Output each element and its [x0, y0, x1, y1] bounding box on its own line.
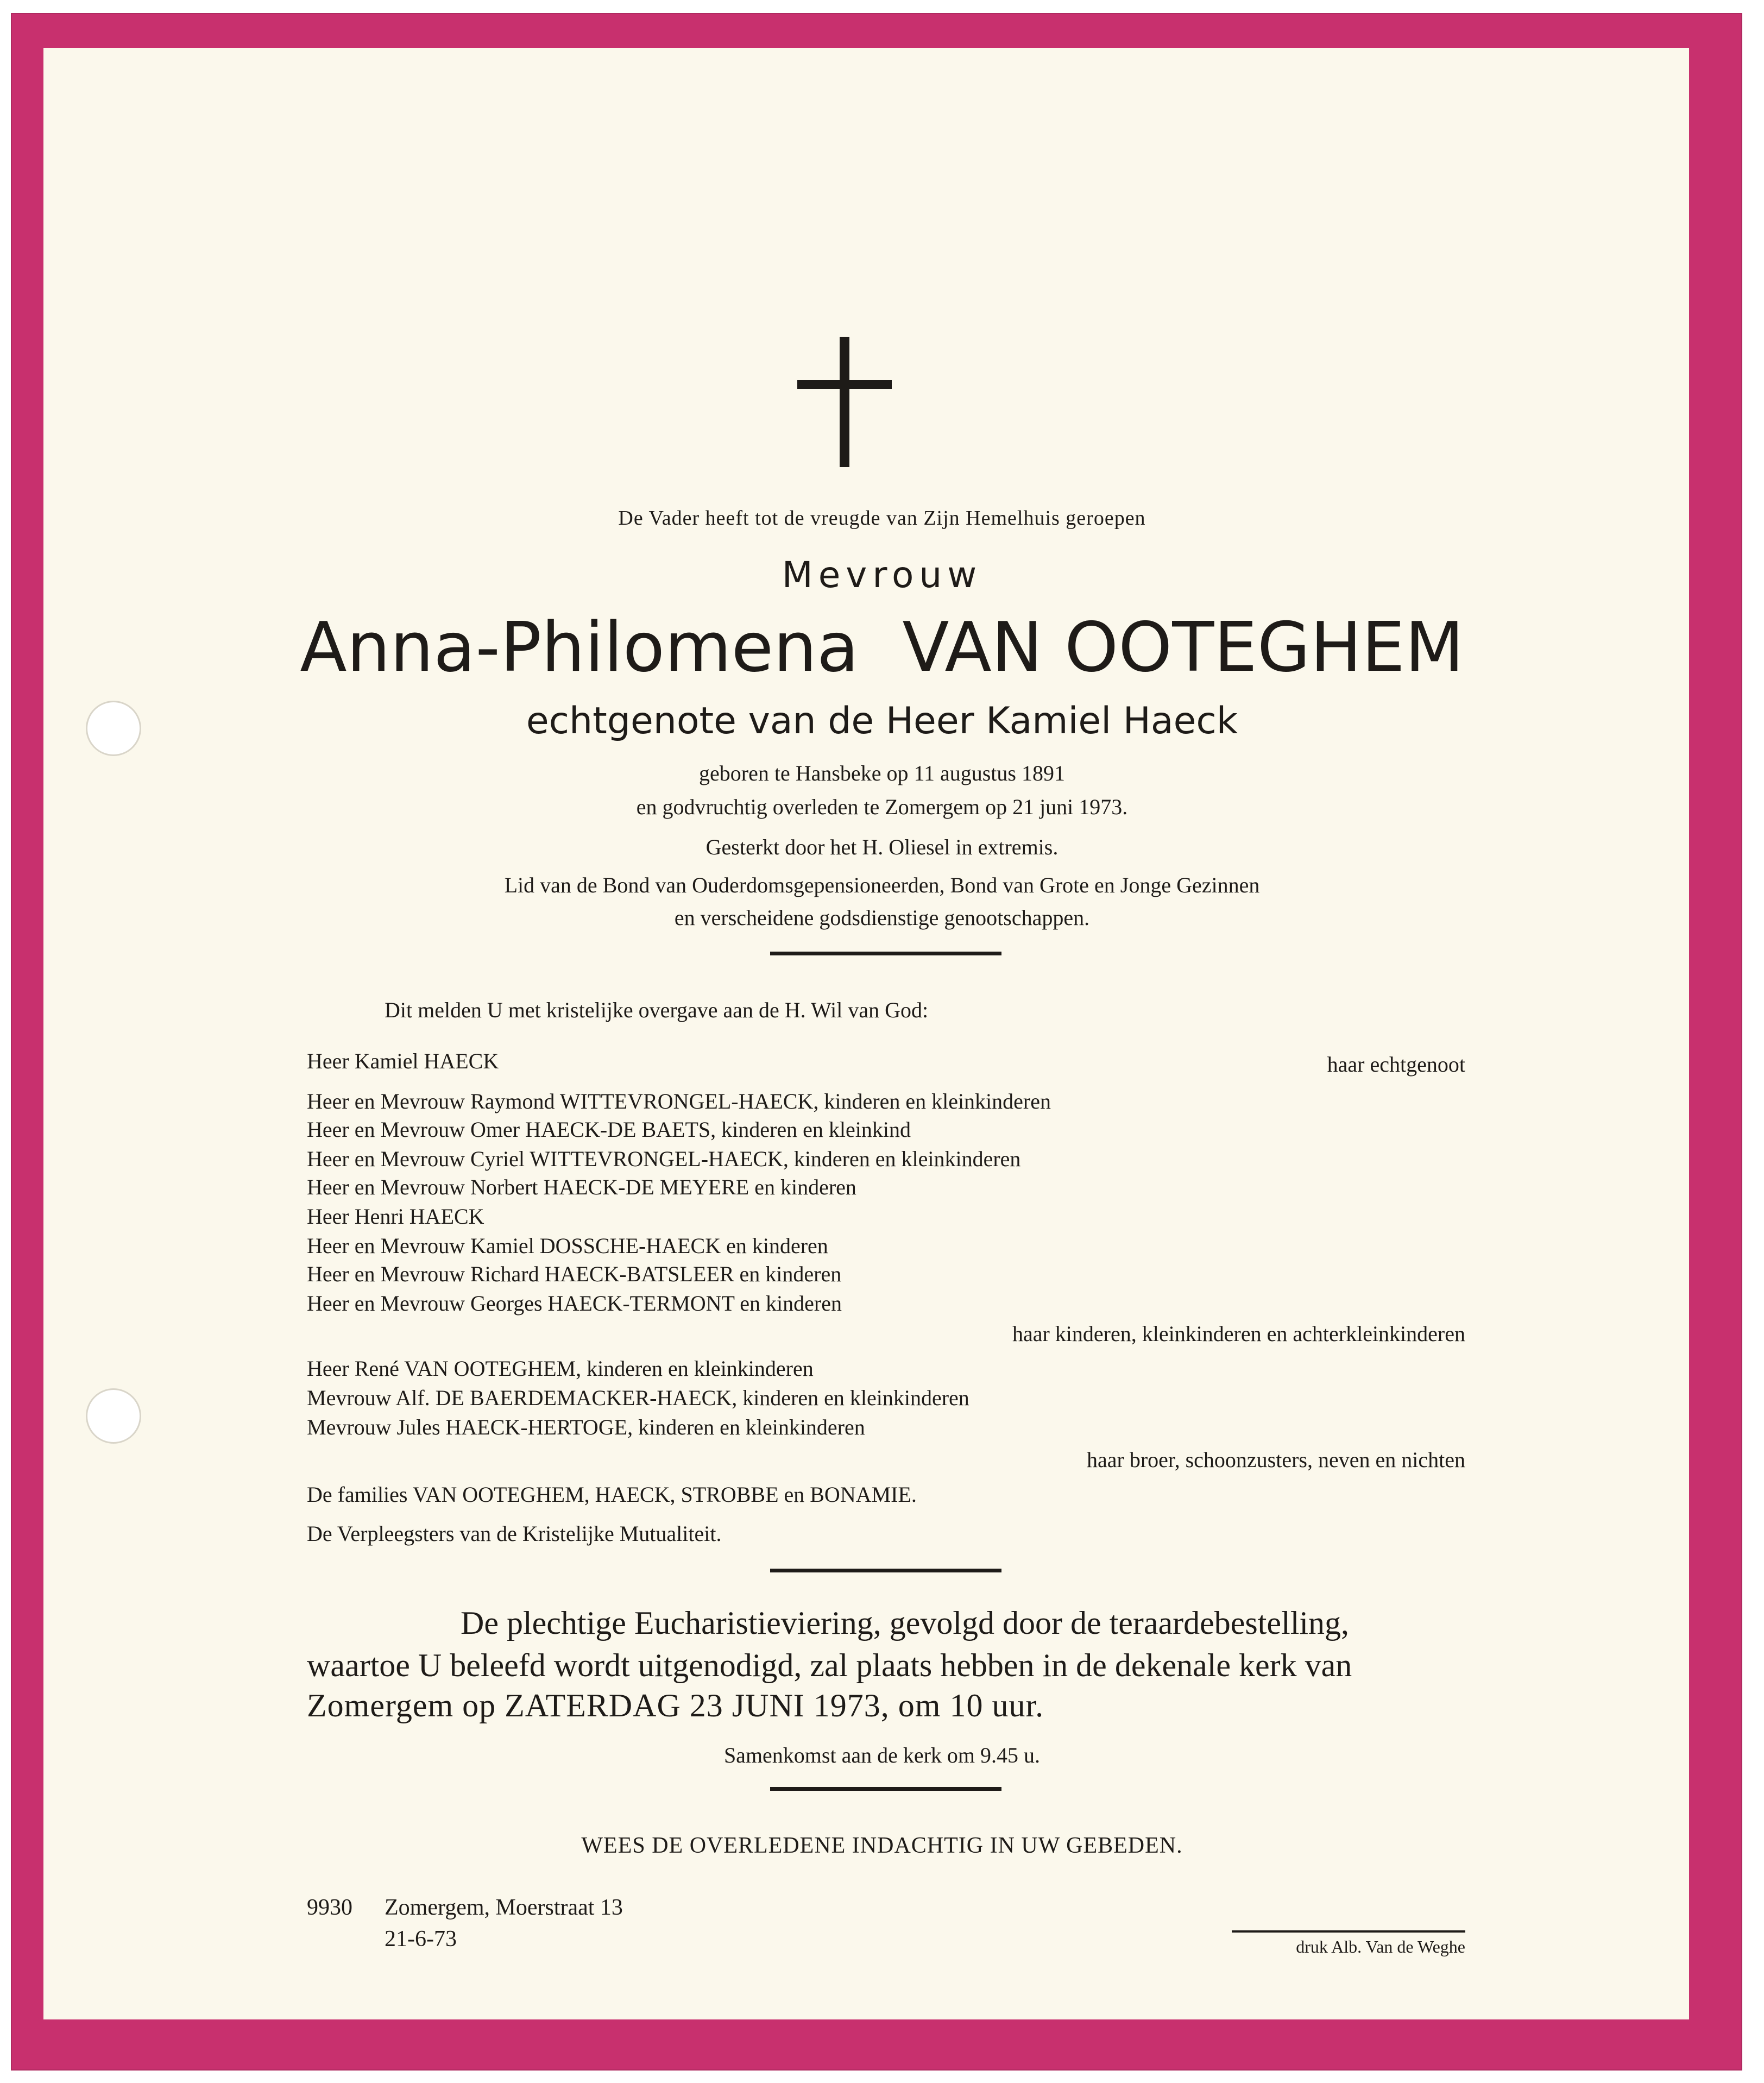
service-line: De plechtige Eucharistieviering, gevolgd door de teraardebestelling,: [461, 1605, 1350, 1641]
divider: [770, 1787, 1001, 1791]
birth-line: geboren te Hansbeke op 11 augustus 1891: [699, 761, 1065, 785]
family-relation: haar kinderen, kleinkinderen en achterkleinkinderen: [1012, 1321, 1465, 1346]
membership-line-2: en verscheidene godsdienstige genootschappen.: [674, 905, 1090, 930]
service-line: Zomergem op ZATERDAG 23 JUNI 1973, om 10 uur.: [307, 1688, 1044, 1723]
family-line: Heer en Mevrouw Cyriel WITTEVRONGEL-HAECK, kinderen en kleinkinderen: [307, 1147, 1021, 1171]
address-postcode: 9930: [307, 1895, 352, 1920]
punch-hole: [86, 1388, 141, 1444]
family-line: Heer en Mevrouw Norbert HAECK-DE MEYERE en kinderen: [307, 1175, 856, 1199]
family-line: Heer Henri HAECK: [307, 1204, 484, 1229]
address-street: Zomergem, Moerstraat 13: [385, 1895, 623, 1920]
death-line: en godvruchtig overleden te Zomergem op 21 juni 1973.: [636, 795, 1128, 819]
family-line: Heer René VAN OOTEGHEM, kinderen en kleinkinderen: [307, 1356, 814, 1381]
printer-credit: druk Alb. Van de Weghe: [1296, 1937, 1465, 1956]
deceased-name: Anna-Philomena VAN OOTEGHEM: [300, 607, 1464, 687]
sacrament-line: Gesterkt door het H. Oliesel in extremis.: [705, 835, 1059, 859]
intro-text: De Vader heeft tot de vreugde van Zijn Hemelhuis geroepen: [618, 507, 1146, 530]
family-line: Mevrouw Jules HAECK-HERTOGE, kinderen en kleinkinderen: [307, 1415, 865, 1439]
spouse-line: echtgenote van de Heer Kamiel Haeck: [526, 700, 1238, 742]
divider: [770, 952, 1001, 955]
service-line: waartoe U beleefd wordt uitgenodigd, zal plaats hebben in de dekenale kerk van: [307, 1647, 1352, 1683]
family-line: Heer en Mevrouw Omer HAECK-DE BAETS, kinderen en kleinkind: [307, 1117, 911, 1142]
family-line: Heer en Mevrouw Georges HAECK-TERMONT en kinderen: [307, 1291, 842, 1316]
family-relation: haar broer, schoonzusters, neven en nichten: [1086, 1448, 1465, 1472]
family-line: Heer en Mevrouw Raymond WITTEVRONGEL-HAECK, kinderen en kleinkinderen: [307, 1089, 1051, 1113]
prayer-request: WEES DE OVERLEDENE INDACHTIG IN UW GEBEDEN.: [581, 1833, 1183, 1858]
announcement: Dit melden U met kristelijke overgave aan de H. Wil van God:: [385, 998, 929, 1022]
family-relation: haar echtgenoot: [1327, 1052, 1465, 1077]
family-line: Heer en Mevrouw Richard HAECK-BATSLEER en kinderen: [307, 1262, 842, 1286]
family-line: De Verpleegsters van de Kristelijke Mutualiteit.: [307, 1521, 722, 1546]
printer-rule: [1232, 1930, 1465, 1933]
family-line: Heer en Mevrouw Kamiel DOSSCHE-HAECK en kinderen: [307, 1234, 828, 1258]
family-line: Mevrouw Alf. DE BAERDEMACKER-HAECK, kinderen en kleinkinderen: [307, 1386, 969, 1410]
gathering-note: Samenkomst aan de kerk om 9.45 u.: [723, 1743, 1041, 1767]
title: Mevrouw: [782, 554, 982, 596]
address-date: 21-6-73: [385, 1927, 457, 1952]
divider: [770, 1569, 1001, 1572]
family-line: De families VAN OOTEGHEM, HAECK, STROBBE en BONAMIE.: [307, 1482, 917, 1507]
family-line: Heer Kamiel HAECK: [307, 1049, 499, 1073]
membership-line: Lid van de Bond van Ouderdomsgepensioneerden, Bond van Grote en Jonge Gezinnen: [504, 873, 1260, 897]
